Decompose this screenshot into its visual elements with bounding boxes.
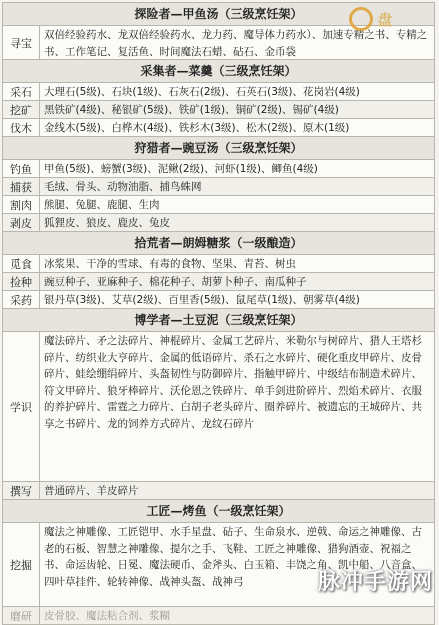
row-category: 学识 — [3, 332, 40, 481]
section-header: 博学者—土豆泥（三级烹饪架） — [2, 309, 435, 332]
row-category: 剥皮 — [3, 214, 40, 231]
section-header: 工匠—烤鱼（一级烹饪架） — [2, 500, 435, 523]
table-row — [2, 178, 435, 196]
table-row — [2, 214, 435, 232]
row-items: 大理石(5级)、石块(1级)、石灰石(2级)、石英石(3级)、花岗岩(4级) — [44, 86, 360, 98]
table-row — [2, 119, 435, 137]
row-category: 寻宝 — [3, 26, 40, 59]
table-row — [2, 291, 435, 309]
logo-ring-icon — [349, 7, 373, 31]
row-category: 磨研 — [3, 607, 40, 624]
row-items: 狐狸皮、狼皮、鹿皮、兔皮 — [44, 217, 170, 229]
logo-text: 盘 — [377, 10, 393, 29]
table-row — [2, 332, 435, 482]
row-category: 伐木 — [3, 119, 40, 136]
row-category: 觅食 — [3, 255, 40, 272]
row-items: 金线木(5级)、白桦木(4级)、铁杉木(3级)、松木(2级)、原木(1级) — [44, 122, 350, 134]
row-category: 撰写 — [3, 482, 40, 499]
item-table — [2, 2, 435, 625]
row-items: 甲鱼(5级)、螃蟹(3级)、泥鳅(2级)、河虾(1级)、鲫鱼(4级) — [44, 163, 318, 175]
row-items: 熊腿、兔腿、鹿腿、生肉 — [44, 199, 160, 211]
row-items: 双倍经验药水、龙双倍经验药水、龙力药、魔导体力药水）、加速专精之书、专精之书、工作笔记、复活鱼、时间魔法石蜡、砧石、金币袋 — [44, 29, 428, 58]
row-items: 银丹草(3级)、艾草(2级)、百里香(5级)、鼠尾草(1级)、朝雾草(4级) — [44, 294, 360, 306]
section-header: 拾荒者—朗姆糖浆（一级酿造） — [2, 232, 435, 255]
row-category: 捕获 — [3, 178, 40, 195]
table-row — [2, 101, 435, 119]
row-items: 毛绒、骨头、动物油脂、捕鸟蛛网 — [44, 181, 202, 193]
watermark: 脉冲手游网 — [317, 570, 433, 595]
row-items: 皮骨胶、魔法粘合剂、浆糊 — [44, 610, 170, 622]
row-items: 普通碎片、羊皮碎片 — [44, 485, 139, 497]
row-category: 采石 — [3, 83, 40, 100]
row-category: 挖矿 — [3, 101, 40, 118]
row-items: 魔法碎片、矛之法碎片、神棍碎片、金属工艺碎片、米勒尔与树碎片、猎人王塔杉碎片、纺织业大亨碎片、金属的低语碎片、杀石之水碎片、硬化重皮甲碎片、皮骨碎片、蛙绘绷绢碎片、头盔韧性与防御碎片、指触甲碎片、中级结布制造术碎片、符文甲碎片、狼牙棒碎片、沃伦恩之铁碎片、单手剑进阶碎片、烈焰术碎片、衣服的养护碎片、雷霆之力碎片、白胡子老头碎片、圈养碎片、被遗忘的王城碎片、共享之书碎片、龙的饲养方式碎片、龙纹石碎片 — [44, 335, 422, 430]
row-items: 黑铁矿(4级)、秘银矿(5级)、铁矿(1级)、铜矿(2级)、锡矿(4级) — [44, 104, 339, 116]
row-items: 冰浆果、干净的雪球、有毒的食物、坚果、青苔、树虫 — [44, 258, 296, 270]
row-category: 割肉 — [3, 196, 40, 213]
table-row — [2, 196, 435, 214]
table-row — [2, 83, 435, 101]
row-items: 魔法之神雕像、工匠铠甲、水手星盘、砧子、生命泉水、逆戟、命运之神雕像、古老的石板、智慧之神雕像、提尔之手、飞鞋、工匠之神雕像、猎狗酒壶、祝福之书、命运齿轮、日冕、魔法硬币、金斧头、白玉箱、丰饶之角、凯中船、八音盒、四叶草挂件、轮转神像、战神头盔、战神弓 — [44, 526, 422, 588]
table-row — [2, 255, 435, 273]
row-category: 钓鱼 — [3, 160, 40, 177]
table-row — [2, 482, 435, 500]
row-category: 挖掘 — [3, 523, 40, 606]
table-row — [2, 607, 435, 625]
section-header: 采集者—菜羹（三级烹饪架） — [2, 60, 435, 83]
section-header: 狩猎者—豌豆汤（三级烹饪架） — [2, 137, 435, 160]
row-category: 捡种 — [3, 273, 40, 290]
row-category: 采药 — [3, 291, 40, 308]
row-items: 豌豆种子、亚麻种子、棉花种子、胡萝卜种子、南瓜种子 — [44, 276, 307, 288]
section-header: 探险者—甲鱼汤（三级烹饪架） — [2, 3, 435, 26]
site-logo — [311, 2, 431, 36]
table-row — [2, 160, 435, 178]
table-row — [2, 273, 435, 291]
